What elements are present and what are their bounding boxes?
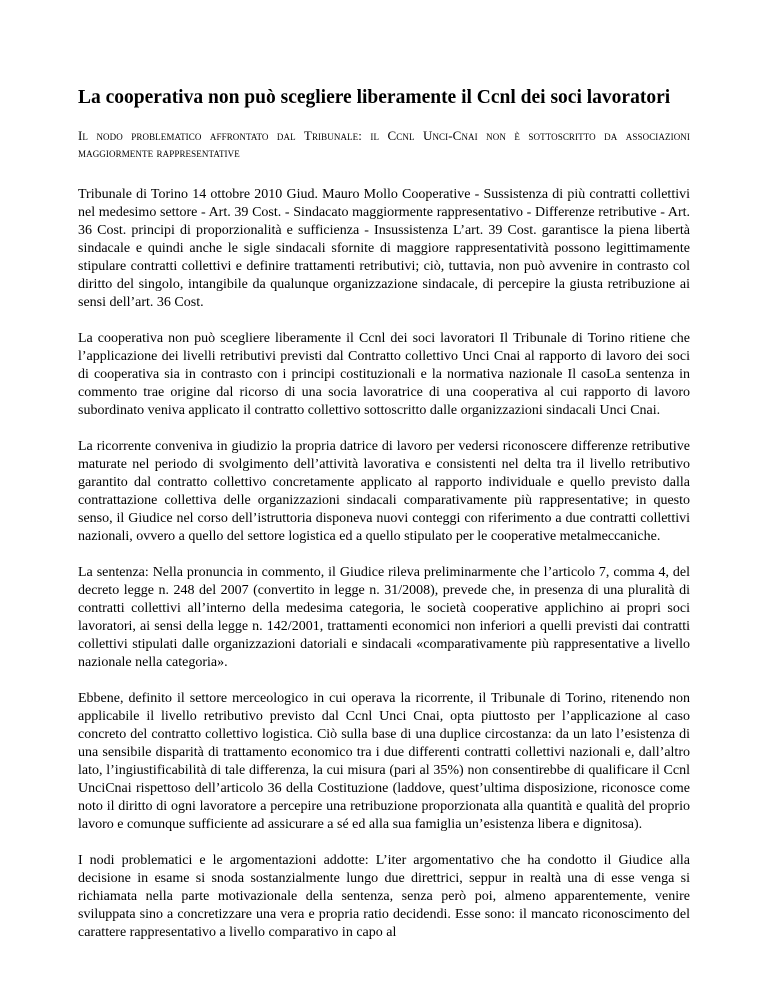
paragraph-4: La sentenza: Nella pronuncia in commento, il Giudice rileva preliminarmente che l’articolo 7, comma 4, del decreto legge n. 248 del 2007 (convertito in legge n. 31/2008), prevede che, in presenza di una pluralità di contratti collettivi all’interno della medesima categoria, le società cooperative applichino ai propri soci lavoratori, ai sensi della legge n. 142/2001, trattamenti economici non inferiori a quelli previsti dai contratti collettivi stipulati dalle organizzazioni datoriali e sindacali «comparativamente più rappresentative a livello nazionale nella categoria». [78, 565, 690, 670]
article-subtitle: Il nodo problematico affrontato dal Tribunale: il Ccnl Unci-Cnai non è sottoscritto da associazioni maggiormente rappresentative [78, 128, 690, 160]
paragraph-3: La ricorrente conveniva in giudizio la propria datrice di lavoro per vedersi riconoscere differenze retributive maturate nel periodo di svolgimento dell’attività lavorativa e consistenti nel delta tra il livello retributivo garantito dal contratto collettivo concretamente applicato al rapporto individuale e quello previsto dalla contrattazione collettiva delle organizzazioni sindacali comparativamente più rappresentative; in questo senso, il Giudice nel corso dell’istruttoria disponeva nuovi conteggi con riferimento a due contratti collettivi nazionali, ovvero a quello del settore logistica ed a quello stipulato per le cooperative metalmeccaniche. [78, 439, 690, 544]
paragraph-2: La cooperativa non può scegliere liberamente il Ccnl dei soci lavoratori Il Tribunale di Torino ritiene che l’applicazione dei livelli retributivi previsti dal Contratto collettivo Unci Cnai al rapporto di lavoro dei soci di cooperativa sia in contrasto con i principi costituzionali e la normativa nazionale Il casoLa sentenza in commento trae origine dal ricorso di una socia lavoratrice di una cooperativa al cui rapporto di lavoro subordinato veniva applicato il contratto collettivo sottoscritto dalle organizzazioni sindacali Unci Cnai. [78, 331, 690, 418]
document-page [78, 86, 690, 942]
article-title: La cooperativa non può scegliere liberamente il Ccnl dei soci lavoratori [78, 87, 671, 108]
paragraph-6: I nodi problematici e le argomentazioni addotte: L’iter argomentativo che ha condotto il Giudice alla decisione in esame si snoda sostanzialmente lungo due direttrici, seppur in realtà una di esse venga si richiamata nella parte motivazionale della sentenza, senza però poi, almeno apparentemente, venire sviluppata sino a concretizzare una vera e propria ratio decidendi. Esse sono: il mancato riconoscimento del carattere rappresentativo a livello comparativo in capo al [78, 853, 690, 940]
paragraph-1: Tribunale di Torino 14 ottobre 2010 Giud. Mauro Mollo Cooperative - Sussistenza di più contratti collettivi nel medesimo settore - Art. 39 Cost. - Sindacato maggiormente rappresentativo - Differenze retributive - Art. 36 Cost. principi di proporzionalità e sufficienza - Insussistenza L’art. 39 Cost. garantisce la piena libertà sindacale e quindi anche le sigle sindacali sfornite di maggiore rappresentatività possono legittimamente stipulare contratti collettivi e definire trattamenti retributivi; ciò, tuttavia, non può avvenire in contrasto col diritto del singolo, intangibile da qualunque organizzazione sindacale, di percepire la giusta retribuzione ai sensi dell’art. 36 Cost. [78, 187, 690, 310]
paragraph-5: Ebbene, definito il settore merceologico in cui operava la ricorrente, il Tribunale di Torino, ritenendo non applicabile il livello retributivo previsto dal Ccnl Unci Cnai, opta piuttosto per l’applicazione al caso concreto del contratto collettivo logistica. Ciò sulla base di una duplice circostanza: da un lato l’esistenza di una sensibile disparità di trattamento economico tra i due differenti contratti collettivi nazionali e, dall’altro lato, l’ingiustificabilità di tale differenza, la cui misura (pari al 35%) non consentirebbe di qualificare il Ccnl UnciCnai rispettoso dell’articolo 36 della Costituzione (laddove, quest’ultima disposizione, riconosce come noto il diritto di ogni lavoratore a percepire una retribuzione proporzionata alla quantità e qualità del proprio lavoro e comunque sufficiente ad assicurare a sé ed alla sua famiglia un’esistenza libera e dignitosa). [78, 691, 690, 832]
